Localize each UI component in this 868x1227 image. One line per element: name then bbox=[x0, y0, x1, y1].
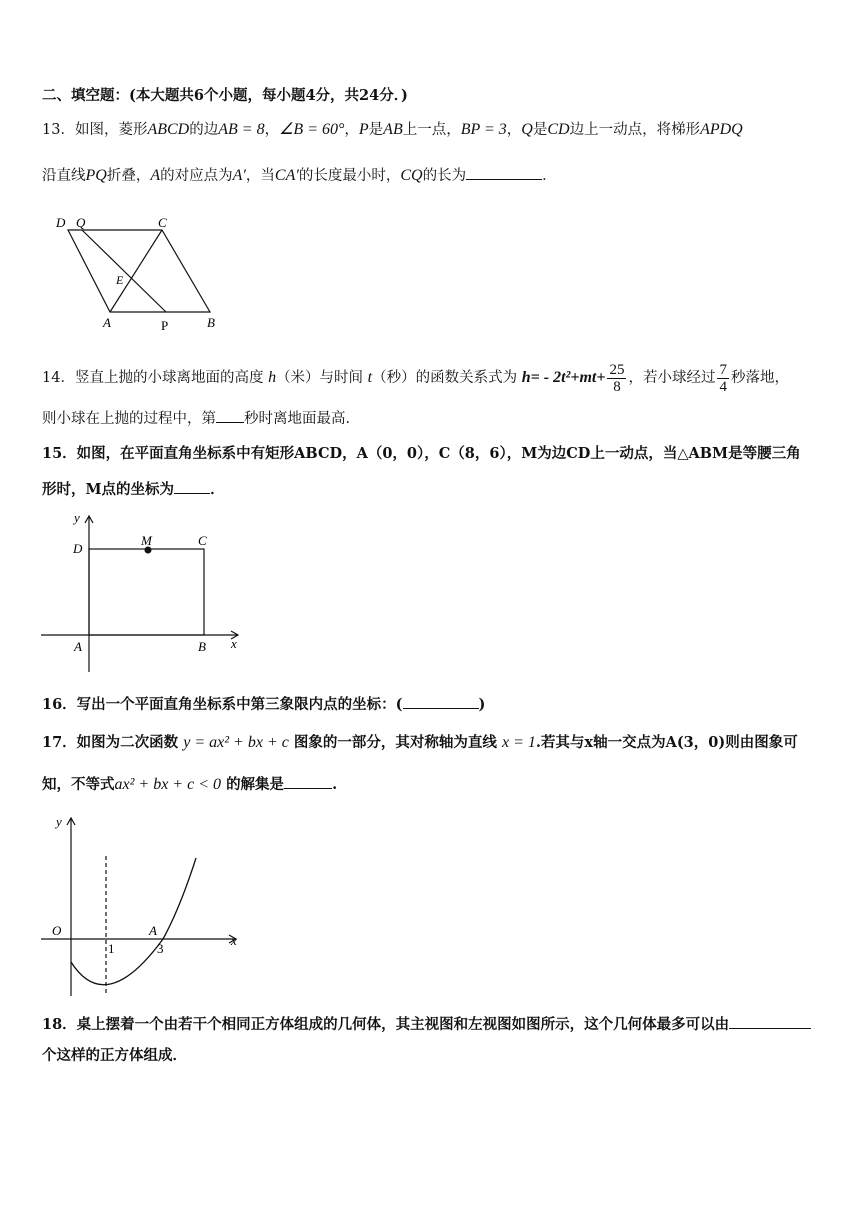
q13-answer-blank[interactable] bbox=[466, 165, 542, 180]
label-d: D bbox=[73, 541, 83, 556]
label-a: A bbox=[74, 639, 82, 654]
label-d: D bbox=[56, 215, 66, 230]
fraction-7-4: $\frac{7}{4}$ bbox=[719, 361, 727, 395]
q14-line2: 则小球在上抛的过程中，第 秒时离地面最高． bbox=[42, 408, 360, 429]
q13-rhombus-figure bbox=[50, 212, 230, 337]
label-o: O bbox=[52, 923, 62, 938]
label-e: E bbox=[116, 273, 124, 287]
q15-answer-blank[interactable] bbox=[174, 479, 210, 494]
label-a: A bbox=[149, 923, 157, 938]
label-c: C bbox=[158, 215, 167, 230]
label-y: y bbox=[56, 814, 62, 829]
label-y: y bbox=[74, 510, 80, 525]
q15-rectangle-figure bbox=[38, 510, 248, 675]
section-header: 二、填空题：(本大题共6个小题，每小题4分，共24分．) bbox=[42, 87, 408, 104]
q15-line2: 形时，M点的坐标为 ． bbox=[42, 481, 225, 498]
label-c: C bbox=[198, 533, 207, 548]
label-x: x bbox=[231, 636, 237, 651]
label-b: B bbox=[207, 315, 215, 330]
segment-pq bbox=[82, 230, 166, 312]
q14-answer-blank[interactable] bbox=[216, 408, 244, 423]
label-three: 3 bbox=[157, 941, 164, 956]
rhombus-abcd bbox=[68, 230, 210, 312]
q18-answer-blank[interactable] bbox=[729, 1014, 811, 1029]
q16-line: 16．写出一个平面直角坐标系中第三象限内点的坐标：( ) bbox=[42, 696, 486, 713]
q18-line2: 个这样的正方体组成． bbox=[42, 1047, 187, 1064]
rectangle-abcd bbox=[89, 549, 204, 635]
q16-answer-blank[interactable] bbox=[403, 694, 479, 709]
q14-line1: 14．竖直上抛的小球离地面的高度 h（米）与时间 t（秒）的函数关系式为 h= - 2t²+mt+ $\frac{25}{8}$ ，若小球经过 $\frac{7}{4}$ 秒落地， bbox=[42, 361, 789, 395]
label-p: P bbox=[161, 318, 169, 333]
q18-line1: 18．桌上摆着一个由若干个相同正方体组成的几何体，其主视图和左视图如图所示，这个几何体最多可以由 bbox=[42, 1014, 811, 1035]
q17-line2: 知，不等式ax² + bx + c < 0 的解集是 . bbox=[42, 776, 338, 793]
label-a: A bbox=[103, 315, 111, 330]
label-q: Q bbox=[76, 215, 86, 230]
q13-line2: 沿直线PQ折叠，A的对应点为A′，当CA′的长度最小时，CQ的长为 ． bbox=[42, 167, 557, 184]
q15-line1: 15．如图，在平面直角坐标系中有矩形ABCD，A（0，0），C（8，6），M为边CD上一动点，当△ABM是等腰三角 bbox=[42, 445, 801, 462]
q17-line1: 17．如图为二次函数 y = ax² + bx + c 图象的一部分，其对称轴为直线 x = 1.若其与x轴一交点为A(3，0)则由图象可 bbox=[42, 734, 798, 751]
q17-answer-blank[interactable] bbox=[284, 774, 332, 789]
label-one: 1 bbox=[108, 941, 115, 956]
label-m: M bbox=[141, 533, 152, 548]
parabola-curve bbox=[71, 858, 196, 985]
label-x: x bbox=[231, 933, 237, 948]
q13-line1: 13．如图，菱形ABCD的边AB = 8，∠B = 60°，P是AB上一点，BP = 3，Q是CD边上一动点，将梯形APDQ bbox=[42, 121, 743, 138]
label-b: B bbox=[198, 639, 206, 654]
q17-parabola-figure bbox=[38, 812, 248, 1002]
fraction-25-8: $\frac{25}{8}$ bbox=[609, 361, 625, 395]
